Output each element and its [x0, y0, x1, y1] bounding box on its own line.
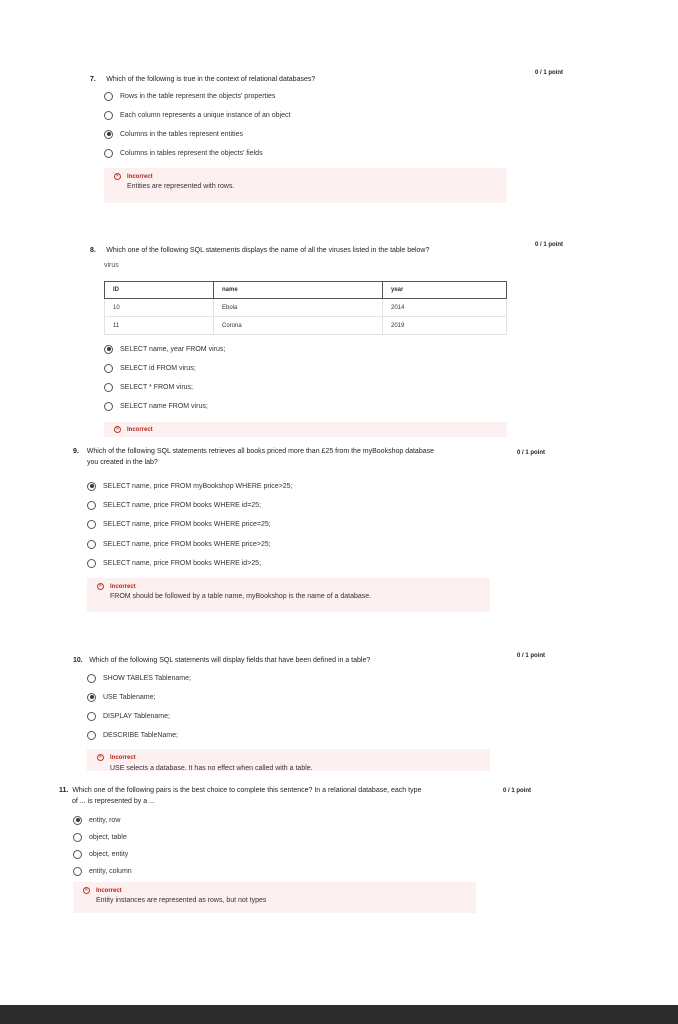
option-label: SELECT name, price FROM books WHERE id>25;: [103, 559, 262, 567]
column-header: year: [383, 282, 507, 299]
option-label: Rows in the table represent the objects' properties: [120, 92, 276, 100]
question-text-line-2: of ... is represented by a ...: [72, 798, 155, 805]
question-text: Which of the following SQL statements will display fields that have been defined in a table?: [89, 657, 371, 664]
table-row: [105, 317, 507, 335]
question-7: [90, 68, 510, 86]
option[interactable]: [104, 343, 225, 355]
option-label: SHOW TABLES Tablename;: [103, 674, 191, 682]
column-header: name: [214, 282, 383, 299]
question-8: [90, 239, 520, 257]
radio-unchecked-icon[interactable]: [87, 731, 96, 740]
radio-unchecked-icon[interactable]: [87, 674, 96, 683]
question-text: Which of the following is true in the context of relational databases?: [106, 76, 316, 83]
option-label: SELECT * FROM virus;: [120, 383, 193, 391]
radio-unchecked-icon[interactable]: [87, 520, 96, 529]
option-label: SELECT name, price FROM books WHERE id=25;: [103, 501, 262, 509]
radio-unchecked-icon[interactable]: [73, 867, 82, 876]
table-cell: 10: [105, 299, 214, 317]
feedback-box: [73, 882, 476, 913]
points-badge: 0 / 1 point: [535, 70, 564, 76]
option[interactable]: [87, 518, 271, 530]
incorrect-x-icon: ✕: [115, 426, 120, 432]
option[interactable]: [87, 672, 191, 684]
feedback-status-label: Incorrect: [110, 583, 136, 590]
option-label: USE Tablename;: [103, 693, 156, 701]
feedback-text-clipped: USE selects a database. It has no effect when called with a table.: [110, 765, 313, 771]
table-header-row: [105, 282, 507, 299]
option[interactable]: [104, 147, 263, 159]
feedback-box: [87, 749, 490, 771]
option-label: Columns in the tables represent entities: [120, 130, 243, 138]
question-text: Which one of the following pairs is the best choice to complete this sentence? In a relational database, each type: [72, 787, 422, 794]
points-badge: 0 / 1 point: [517, 653, 546, 659]
feedback-status-label: Incorrect: [96, 887, 122, 894]
radio-unchecked-icon[interactable]: [87, 559, 96, 568]
feedback-status: [83, 887, 466, 894]
radio-unchecked-icon[interactable]: [104, 111, 113, 120]
question-text-line-1: [59, 785, 489, 796]
feedback-status: [114, 173, 497, 180]
option[interactable]: [87, 499, 261, 511]
column-header: ID: [105, 282, 214, 299]
option-label: SELECT name, price FROM myBookshop WHERE price>25;: [103, 482, 293, 490]
radio-unchecked-icon[interactable]: [104, 402, 113, 411]
table-caption: virus: [104, 262, 119, 269]
radio-unchecked-icon[interactable]: [104, 92, 113, 101]
radio-checked-icon[interactable]: [104, 345, 113, 354]
option-label: Columns in tables represent the objects' fields: [120, 149, 263, 157]
radio-checked-icon[interactable]: [104, 130, 113, 139]
option[interactable]: [73, 848, 128, 860]
option-label: DESCRIBE TableName;: [103, 731, 178, 739]
incorrect-x-icon: ✕: [98, 583, 103, 589]
feedback-status: [97, 754, 480, 761]
feedback-status: [97, 583, 480, 590]
question-11: [59, 785, 489, 807]
table-cell: Ebola: [214, 299, 383, 317]
feedback-status-label: Incorrect: [110, 754, 136, 761]
option[interactable]: [87, 729, 178, 741]
bottom-bar: [0, 1005, 678, 1024]
table-cell: 2014: [383, 299, 507, 317]
option-label: SELECT name, year FROM virus;: [120, 345, 226, 353]
incorrect-x-icon: ✕: [84, 887, 89, 893]
points-badge: 0 / 1 point: [503, 788, 532, 794]
radio-unchecked-icon[interactable]: [73, 833, 82, 842]
option[interactable]: [104, 400, 208, 412]
question-text: Which one of the following SQL statements displays the name of all the viruses listed in the table below?: [106, 247, 430, 254]
points-badge: 0 / 1 point: [535, 242, 564, 248]
question-number: 9.: [73, 448, 79, 455]
option-label: SELECT id FROM virus;: [120, 364, 196, 372]
feedback-status: [114, 426, 497, 433]
feedback-status-label: Incorrect: [127, 173, 153, 180]
option[interactable]: [104, 109, 290, 121]
option[interactable]: [104, 128, 243, 140]
radio-checked-icon[interactable]: [73, 816, 82, 825]
option[interactable]: [87, 557, 261, 569]
points-badge: 0 / 1 point: [517, 450, 546, 456]
feedback-box: [87, 578, 490, 612]
incorrect-x-icon: ✕: [98, 754, 103, 760]
option[interactable]: [87, 538, 271, 550]
radio-checked-icon[interactable]: [87, 693, 96, 702]
question-text-line-2: you created in the lab?: [87, 459, 158, 466]
question-number: 10.: [73, 657, 83, 664]
option[interactable]: [104, 90, 275, 102]
option[interactable]: [73, 814, 120, 826]
radio-unchecked-icon[interactable]: [104, 364, 113, 373]
option-label: SELECT name, price FROM books WHERE price=25;: [103, 520, 271, 528]
option[interactable]: [104, 381, 193, 393]
table-row: [105, 299, 507, 317]
option[interactable]: [104, 362, 196, 374]
radio-checked-icon[interactable]: [87, 482, 96, 491]
option-label: entity, row: [89, 816, 121, 824]
table-cell: 11: [105, 317, 214, 335]
option-label: SELECT name FROM virus;: [120, 402, 208, 410]
option[interactable]: [87, 710, 170, 722]
question-text: Which of the following SQL statements retrieves all books priced more than £25 from the myBookshop database: [86, 448, 434, 455]
incorrect-x-icon: ✕: [115, 173, 120, 179]
feedback-text: FROM should be followed by a table name, myBookshop is the name of a database.: [110, 593, 372, 600]
option[interactable]: [87, 480, 293, 492]
option[interactable]: [73, 865, 132, 877]
feedback-status-label: Incorrect: [127, 426, 153, 433]
option-label: SELECT name, price FROM books WHERE price>25;: [103, 540, 271, 548]
question-9: [73, 446, 503, 468]
option-label: object, entity: [89, 850, 129, 858]
radio-unchecked-icon[interactable]: [87, 501, 96, 510]
radio-unchecked-icon[interactable]: [104, 149, 113, 158]
virus-table: [104, 281, 507, 335]
option-label: entity, column: [89, 867, 132, 875]
radio-unchecked-icon[interactable]: [87, 712, 96, 721]
question-number: 8.: [90, 247, 96, 254]
option-label: object, table: [89, 833, 127, 841]
feedback-box: [104, 168, 507, 203]
question-10: [73, 649, 503, 667]
question-number: 11.: [59, 787, 69, 794]
radio-unchecked-icon[interactable]: [87, 540, 96, 549]
feedback-text: Entities are represented with rows.: [127, 183, 235, 190]
question-text-line-1: [73, 446, 503, 457]
feedback-text: Entity instances are represented as rows, but not types: [96, 897, 267, 904]
question-number: 7.: [90, 76, 96, 83]
option[interactable]: [73, 831, 127, 843]
feedback-box: [104, 422, 507, 437]
table-cell: 2019: [383, 317, 507, 335]
radio-unchecked-icon[interactable]: [73, 850, 82, 859]
table-cell: Corona: [214, 317, 383, 335]
radio-unchecked-icon[interactable]: [104, 383, 113, 392]
option-label: Each column represents a unique instance of an object: [120, 111, 291, 119]
option[interactable]: [87, 691, 155, 703]
option-label: DISPLAY Tablename;: [103, 712, 170, 720]
